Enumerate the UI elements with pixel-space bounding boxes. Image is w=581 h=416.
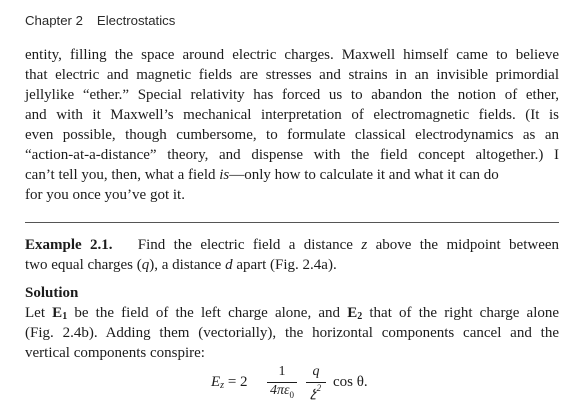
chapter-title: Electrostatics — [96, 13, 176, 28]
running-head — [25, 13, 175, 28]
paragraph-line: that electric and magnetic fields are stresses and strains in an invisible primordial — [25, 67, 559, 83]
paragraph-line: jellylike “ether.” Special relativity has forced us to abandon the notion of ether, — [25, 87, 559, 103]
paragraph-line: entity, filling the space around electric charges. Maxwell himself came to believe — [25, 47, 559, 63]
example-label: Example 2.1. — [25, 237, 113, 253]
var-q: q — [141, 257, 150, 273]
solution-heading: Solution — [25, 285, 79, 301]
body-paragraph — [25, 45, 559, 205]
vector-E2: $E_2$ — [347, 305, 363, 322]
chapter-number: Chapter 2 — [25, 13, 83, 28]
emphasis: is — [219, 167, 230, 183]
fraction-coulomb-constant: 1 $4\pi\varepsilon_0$ — [267, 364, 297, 401]
fraction-charge-over-distance: q չ$^2$ — [306, 364, 326, 401]
paragraph-line: even possible, though cumbersome, to formulate classical electrodynamics as an — [25, 127, 559, 143]
display-equation: $E_z = 2$ 1 $4\pi\varepsilon_0$ q չ$^2$ cos θ. — [211, 364, 368, 401]
paragraph-line: can’t tell you, then, what a field is—only how to calculate it and what it can do — [25, 167, 499, 183]
var-d: d — [225, 257, 233, 273]
paragraph-line: for you once you’ve got it. — [25, 187, 185, 203]
section-divider — [25, 222, 559, 223]
vector-E1: $E_1$ — [52, 305, 68, 322]
paragraph-line: “action-at-a-distance” theory, and dispense with the field concept altogether.) I — [25, 147, 559, 163]
example-statement-line: two equal charges (q), a distance d apart (Fig. 2.4a). — [25, 257, 337, 273]
solution-line: (Fig. 2.4b). Adding them (vectorially), the horizontal components cancel and the — [25, 325, 559, 341]
example-block — [25, 235, 559, 363]
paragraph-line: and with it Maxwell’s mechanical interpretation of electromagnetic fields. (It is — [25, 107, 559, 123]
example-statement-line: Example 2.1. Find the electric field a distance z above the midpoint between — [25, 237, 560, 253]
var-z: z — [361, 237, 368, 253]
solution-line: Let $E_1$ be the field of the left charge alone, and $E_2$ that of the right charge alone — [25, 305, 560, 322]
solution-line: vertical components conspire: — [25, 345, 205, 361]
